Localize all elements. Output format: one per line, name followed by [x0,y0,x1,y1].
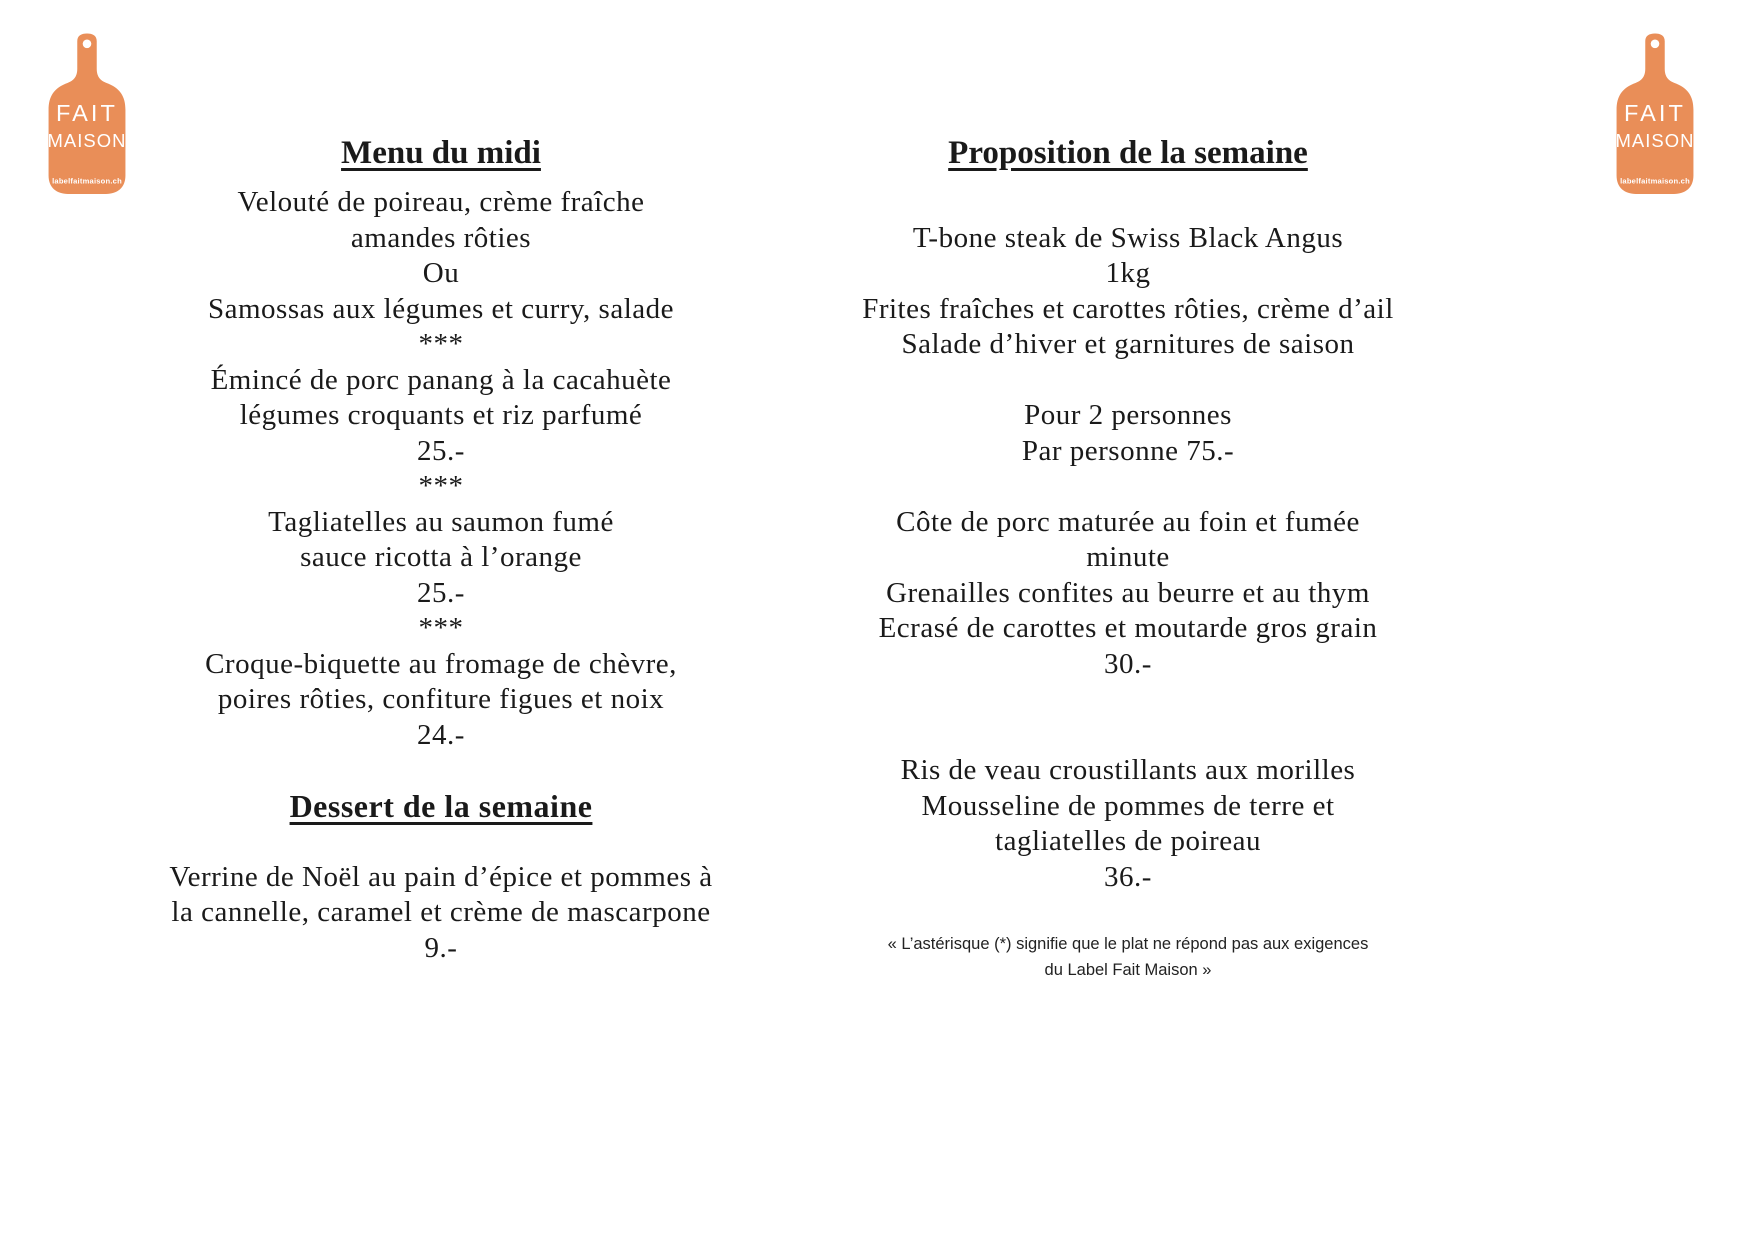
board-hole [1651,39,1660,48]
logo-word-fait: FAIT [55,100,119,127]
menu-line: Mousseline de pommes de terre et [921,789,1335,822]
logo-word-fait: FAIT [1623,100,1687,127]
asterisk-footnote [808,931,1448,983]
menu-line: tagliatelles de poireau [995,825,1261,857]
spacer [121,753,761,789]
menu-midi-title [121,130,761,185]
left-column [121,130,761,966]
menu-line: sauce ricotta à l’orange [300,541,582,573]
footnote-line: « L’astérisque (*) signifie que le plat ne répond pas aux exigences [887,935,1369,953]
logo-word-maison: MAISON [1615,129,1695,151]
separator-asterisks: *** [418,470,464,502]
menu-line: Samossas aux légumes et curry, salade [208,292,674,325]
menu-line: Velouté de poireau, crème fraîche [237,186,645,218]
price-line: 25.- [417,576,465,609]
spacer [808,185,1448,221]
logo-word-maison: MAISON [47,129,127,151]
price-line: 25.- [417,434,465,467]
menu-line: légumes croquants et riz parfumé [239,399,643,431]
menu-line: Grenailles confites au beurre et au thym [886,576,1370,609]
dessert-title [121,789,761,825]
footnote-line: du Label Fait Maison » [1044,961,1212,979]
menu-line: Ecrasé de carottes et moutarde gros grain [878,612,1378,644]
menu-line: amandes rôties [350,221,532,254]
board-hole [83,39,92,48]
fait-maison-logo-right [1611,32,1699,196]
dessert-title-text: Dessert de la semaine [289,787,593,824]
price-line: 36.- [1104,860,1152,893]
logo-website: labelfaitmaison.ch [1620,176,1690,186]
spacer [121,824,761,860]
menu-line: Croque-biquette au fromage de chèvre, [205,647,677,680]
logo-website: labelfaitmaison.ch [52,176,122,186]
menu-line: la cannelle, caramel et crème de mascarpone [171,896,711,928]
menu-line: Pour 2 personnes [1024,399,1232,431]
menu-line: poires rôties, confiture figues et noix [217,683,665,715]
right-column [808,130,1448,983]
separator-asterisks: *** [418,328,464,360]
fait-maison-logo-left [43,32,131,196]
menu-line: Ou [422,257,460,289]
spacer [808,682,1448,753]
spacer [808,363,1448,399]
menu-line: Frites fraîches et carottes rôties, crème d’ail [862,292,1394,325]
menu-line: minute [1086,541,1170,573]
menu-line: T-bone steak de Swiss Black Angus [912,221,1344,254]
menu-midi-title-text: Menu du midi [341,135,541,171]
price-line: Par personne 75.- [1021,434,1235,467]
spacer [808,895,1448,931]
menu-line: Salade d’hiver et garnitures de saison [901,328,1355,360]
menu-line: Émincé de porc panang à la cacahuète [210,363,672,396]
menu-line: Tagliatelles au saumon fumé [268,505,614,538]
proposition-title [808,130,1448,185]
menu-line: Côte de porc maturée au foin et fumée [896,505,1360,538]
spacer [808,469,1448,505]
price-line: 24.- [417,718,465,751]
proposition-title-text: Proposition de la semaine [948,135,1308,171]
menu-line: Ris de veau croustillants aux morilles [900,754,1356,786]
menu-line: 1kg [1105,257,1151,289]
separator-asterisks: *** [418,612,464,644]
price-line: 30.- [1104,647,1152,680]
menu-line: Verrine de Noël au pain d’épice et pommes à [169,860,713,893]
price-line: 9.- [424,931,458,964]
